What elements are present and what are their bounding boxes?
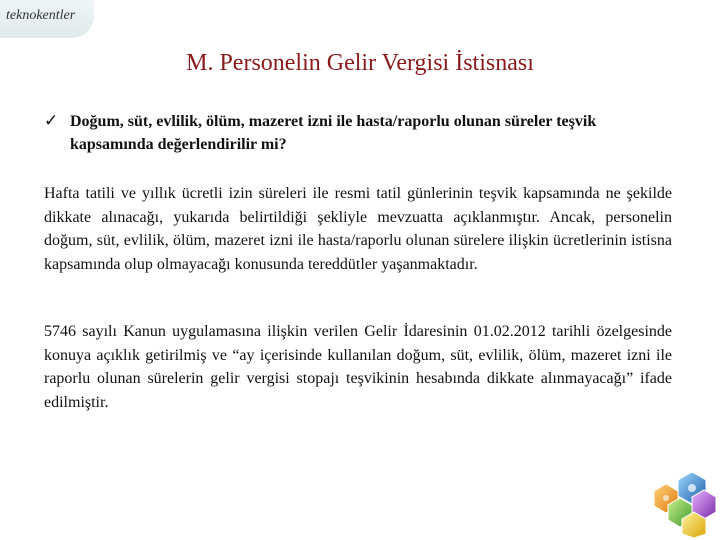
question-bullet	[44, 110, 676, 156]
checkmark-icon: ✓	[44, 111, 59, 130]
brand-tab	[0, 0, 94, 38]
page-title: M. Personelin Gelir Vergisi İstisnası	[186, 50, 534, 76]
paragraph-1: Hafta tatili ve yıllık ücretli izin süreleri ile resmi tatil günlerinin teşvik kapsamında ne şekilde dikkate alınacağı, yukarıda belirtildiği şekliyle mevzuatta açıklanmıştır. Ancak, personelin doğum, süt, evlilik, ölüm, mazeret izni ile hasta/raporlu olunan sürelere ilişkin ücretlerinin istisna kapsamında olup olmayacağı konusunda tereddütler yaşanmaktadır.	[44, 185, 672, 273]
teknokent-logo-icon	[648, 468, 718, 538]
question-text: Doğum, süt, evlilik, ölüm, mazeret izni ile hasta/raporlu olunan süreler teşvik kapsamında değerlendirilir mi?	[70, 113, 597, 153]
paragraph-2: 5746 sayılı Kanun uygulamasına ilişkin verilen Gelir İdaresinin 01.02.2012 tarihli özelgesinde konuya açıklık getirilmiş ve “ay içerisinde kullanılan doğum, süt, evlilik, ölüm, mazeret izni ile raporlu olunan sürelerin gelir vergisi stopajı teşvikinin hesabında dikkate alınmayacağı” ifade edilmiştir.	[44, 323, 672, 411]
brand-label: teknokentler	[6, 8, 76, 23]
